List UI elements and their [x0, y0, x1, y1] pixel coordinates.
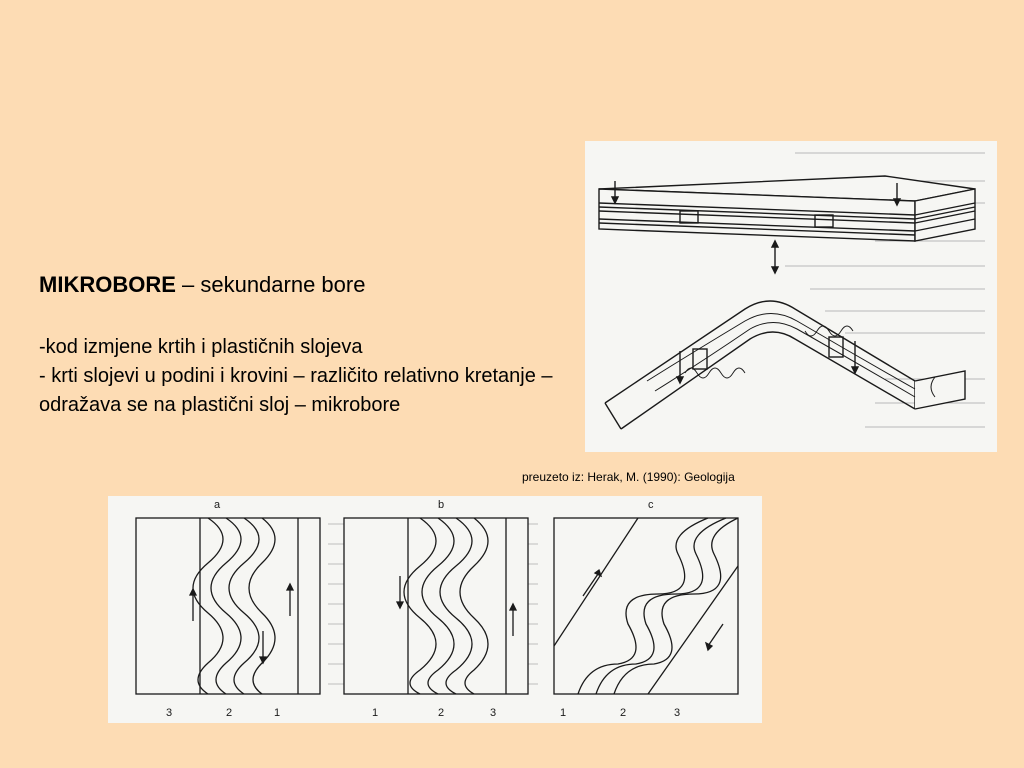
heading-rest: – sekundarne bore — [175, 272, 366, 297]
layered-block-diagram — [585, 141, 997, 452]
microfold-panels-diagram — [108, 496, 762, 723]
panel-c-number-1: 1 — [560, 707, 567, 719]
bullet-line-1: -kod izmjene krtih i plastičnih slojeva — [39, 336, 363, 358]
panel-b-number-3: 3 — [490, 707, 497, 719]
panel-c-number-2: 2 — [620, 707, 627, 719]
panel-b-letter: b — [438, 499, 445, 511]
panel-c-letter: c — [648, 499, 654, 511]
bullet-line-2: - krti slojevi u podini i krovini – različito relativno kretanje – odražava se na plastični sloj – mikrobore — [39, 365, 553, 416]
figure-source-caption: preuzeto iz: Herak, M. (1990): Geologija — [522, 470, 735, 484]
panel-a-number-2: 2 — [226, 707, 233, 719]
slide-heading — [39, 270, 584, 299]
panel-a-frame — [136, 518, 320, 694]
panel-b-number-1: 1 — [372, 707, 379, 719]
heading-bold: MIKROBORE — [39, 272, 176, 297]
figure-folded-layers — [585, 141, 997, 452]
panel-a-number-3: 1 — [274, 707, 281, 719]
figure-microfold-panels — [108, 496, 762, 723]
slide-text — [39, 270, 584, 420]
panel-c-number-3: 3 — [674, 707, 681, 719]
panel-a-number-1: 3 — [166, 707, 173, 719]
panel-b-number-2: 2 — [438, 707, 445, 719]
panel-a-letter: a — [214, 499, 221, 511]
